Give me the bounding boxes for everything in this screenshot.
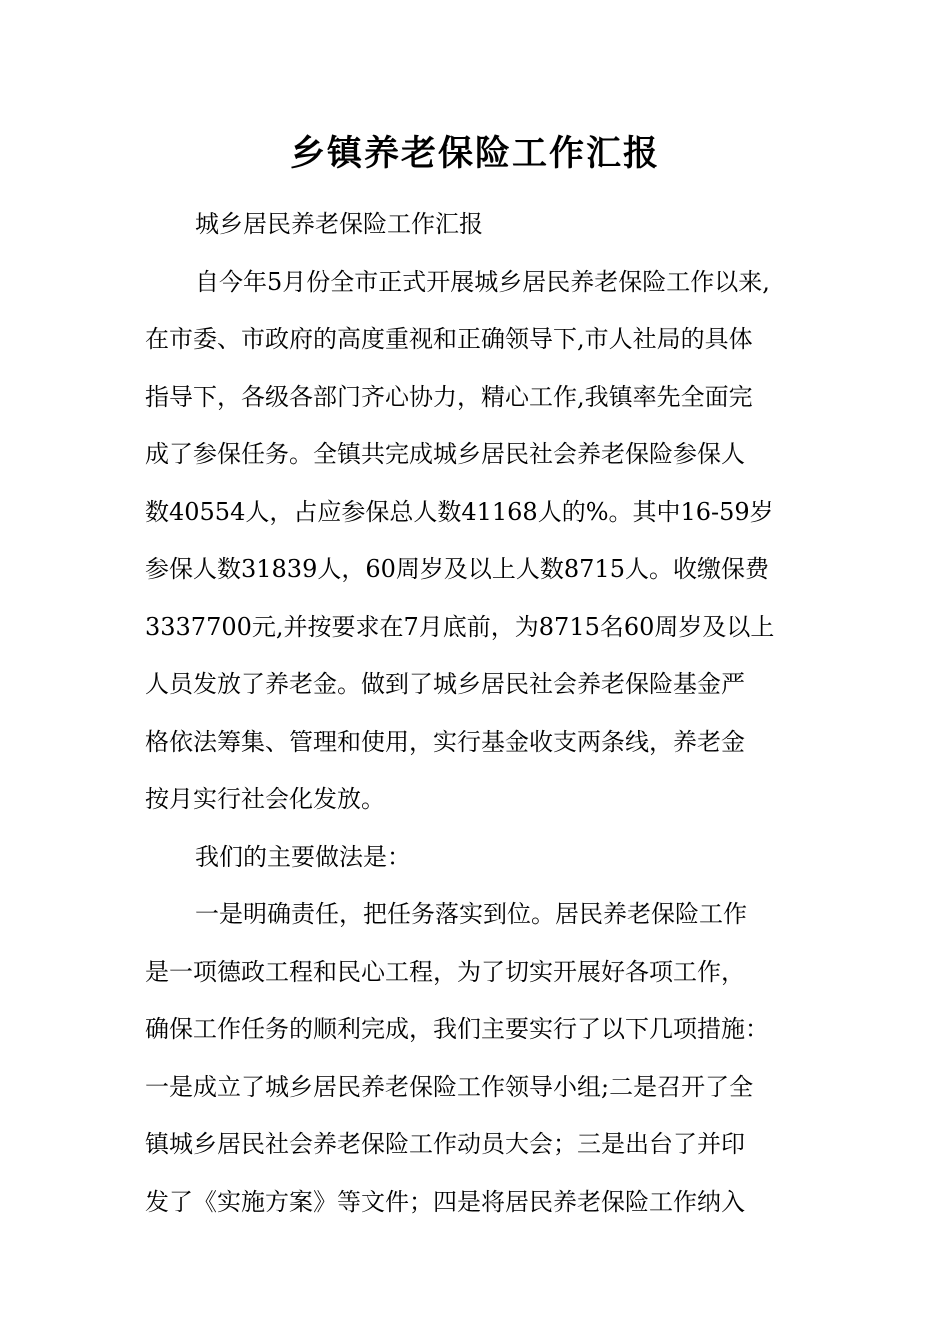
text-line: 指导下，各级各部门齐心协力，精心工作,我镇率先全面完: [145, 382, 753, 411]
text-line: 在市委、市政府的高度重视和正确领导下,市人社局的具体: [145, 325, 753, 353]
document-title: 乡镇养老保险工作汇报: [289, 134, 660, 174]
text-line: 是一项德政工程和民心工程，为了切实开展好各项工作，: [145, 957, 745, 986]
paragraph-summary: [145, 254, 807, 829]
paragraph-method-one: [145, 886, 807, 1231]
text-line: 数40554人，占应参保总人数41168人的%。其中16-59岁: [145, 497, 774, 526]
text-line: 我们的主要做法是：: [195, 842, 411, 871]
document-body: [145, 196, 807, 1231]
paragraph-subtitle: [145, 196, 807, 254]
text-line: 成了参保任务。全镇共完成城乡居民社会养老保险参保人: [145, 440, 745, 468]
text-line: 镇城乡居民社会养老保险工作动员大会；三是出台了并印: [145, 1130, 745, 1158]
text-line: 按月实行社会化发放。: [145, 785, 385, 813]
text-line: 一是明确责任，把任务落实到位。居民养老保险工作: [195, 900, 747, 928]
text-line: 一是成立了城乡居民养老保险工作领导小组;二是召开了全: [145, 1072, 754, 1101]
text-line: 城乡居民养老保险工作汇报: [195, 210, 483, 238]
text-line: 人员发放了养老金。做到了城乡居民社会养老保险基金严: [145, 670, 745, 698]
text-line: 参保人数31839人，60周岁及以上人数8715人。收缴保费: [145, 555, 769, 583]
text-line: 3337700元,并按要求在7月底前，为8715名60周岁及以上: [145, 612, 775, 641]
text-line: 发了《实施方案》等文件；四是将居民养老保险工作纳入: [145, 1187, 745, 1216]
text-line: 自今年5月份全市正式开展城乡居民养老保险工作以来,: [195, 267, 770, 296]
paragraph-methods-intro: [145, 829, 807, 887]
text-line: 格依法筹集、管理和使用，实行基金收支两条线，养老金: [145, 727, 745, 756]
text-line: 确保工作任务的顺利完成，我们主要实行了以下几项措施：: [145, 1015, 769, 1043]
